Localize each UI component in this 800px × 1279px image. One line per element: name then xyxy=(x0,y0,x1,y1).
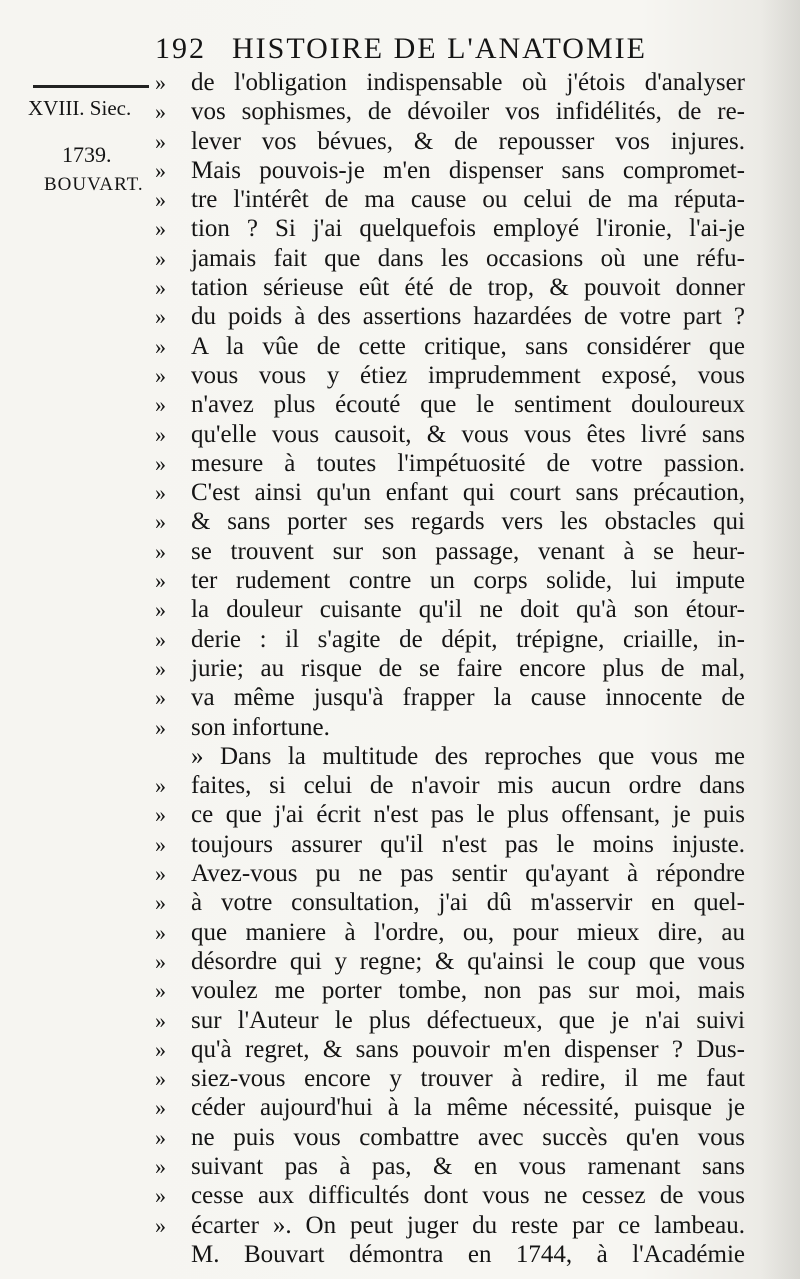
line-text: n'avez plus écouté que le sentiment douloureux xyxy=(191,391,745,419)
quote-mark: » xyxy=(155,450,166,476)
quote-mark: » xyxy=(155,1153,166,1179)
quote-mark: » xyxy=(155,362,166,388)
quote-mark: » xyxy=(155,1066,166,1092)
text-line xyxy=(155,595,745,624)
line-text: de l'obligation indispensable où j'étois d'analyser xyxy=(191,69,745,96)
text-line xyxy=(155,361,745,390)
line-text: & sans porter ses regards vers les obstacles qui xyxy=(191,508,745,536)
line-text: M. Bouvart démontra en 1744, à l'Académie xyxy=(191,1240,745,1268)
line-text: céder aujourd'hui à la même nécessité, puisque je xyxy=(191,1094,745,1122)
line-text: siez-vous encore y trouver à redire, il me faut xyxy=(191,1065,745,1093)
quote-mark: » xyxy=(155,1036,166,1062)
margin-note-year: 1739. xyxy=(62,142,112,167)
quote-mark: » xyxy=(155,890,166,916)
text-line xyxy=(155,1006,745,1035)
quote-mark: » xyxy=(155,685,166,711)
text-line xyxy=(155,478,745,507)
text-line xyxy=(155,683,745,712)
text-line xyxy=(155,918,745,947)
text-line xyxy=(155,654,745,683)
line-text: voulez me porter tombe, non pas sur moi, mais xyxy=(191,977,745,1005)
line-text: son infortune. xyxy=(191,713,330,741)
line-text: vous vous y étiez imprudemment exposé, vous xyxy=(191,361,745,389)
text-line xyxy=(155,273,745,302)
page-number: 192 xyxy=(155,32,206,65)
line-text: se trouvent sur son passage, venant à se heur- xyxy=(191,537,745,565)
quote-mark: » xyxy=(155,216,166,242)
text-line xyxy=(155,68,745,97)
quote-mark: » xyxy=(155,948,166,974)
text-line xyxy=(155,566,745,595)
quote-mark: » xyxy=(155,568,166,594)
line-text: » Dans la multitude des reproches que vous me xyxy=(191,742,745,770)
text-line xyxy=(155,888,745,917)
text-line xyxy=(155,1181,745,1210)
margin-note-century: XVIII. Siec. xyxy=(28,96,132,120)
quote-mark: » xyxy=(155,304,166,330)
quote-mark: » xyxy=(155,773,166,799)
line-text: lever vos bévues, & de repousser vos injures. xyxy=(191,127,745,155)
quote-mark: » xyxy=(155,597,166,623)
text-line xyxy=(155,214,745,243)
text-line xyxy=(155,830,745,859)
quote-mark: » xyxy=(155,1124,166,1150)
quote-mark: » xyxy=(155,538,166,564)
line-text: cesse aux difficultés dont vous ne cessez de vous xyxy=(191,1182,745,1210)
running-title: HISTOIRE DE L'ANATOMIE xyxy=(232,32,647,65)
text-line xyxy=(155,625,745,654)
quote-mark: » xyxy=(155,1183,166,1209)
quote-mark: » xyxy=(155,99,166,125)
line-text: à votre consultation, j'ai dû m'asservir en quel- xyxy=(191,889,745,917)
text-line xyxy=(155,771,745,800)
quote-mark: » xyxy=(155,802,166,828)
line-text: ce que j'ai écrit n'est pas le plus offensant, je puis xyxy=(191,801,745,829)
running-header xyxy=(155,32,795,68)
line-text: derie : il s'agite de dépit, trépigne, criaille, in- xyxy=(191,625,745,653)
text-line xyxy=(155,1093,745,1122)
line-text: écarter ». On peut juger du reste par ce lambeau. xyxy=(191,1211,745,1239)
quote-mark: » xyxy=(155,480,166,506)
line-text: faites, si celui de n'avoir mis aucun ordre dans xyxy=(191,772,745,800)
line-text: que maniere à l'ordre, ou, pour mieux dire, au xyxy=(191,918,745,946)
line-text: ter rudement contre un corps solide, lui impute xyxy=(191,567,745,595)
quote-mark: » xyxy=(155,392,166,418)
line-text: mesure à toutes l'impétuosité de votre passion. xyxy=(191,449,745,477)
line-text: tion ? Si j'ai quelquefois employé l'ironie, l'ai-je xyxy=(191,215,745,243)
quote-mark: » xyxy=(155,70,166,95)
quote-mark: » xyxy=(155,831,166,857)
line-text: Mais pouvois-je m'en dispenser sans compromet- xyxy=(191,156,745,184)
text-line xyxy=(155,1064,745,1093)
line-text: C'est ainsi qu'un enfant qui court sans précaution, xyxy=(191,479,745,507)
quote-mark: » xyxy=(155,275,166,301)
line-text: toujours assurer qu'il n'est pas le moins injuste. xyxy=(191,830,745,858)
quote-mark: » xyxy=(155,1212,166,1238)
quote-mark: » xyxy=(155,919,166,945)
quote-mark: » xyxy=(155,978,166,1004)
text-line xyxy=(155,332,745,361)
text-line xyxy=(155,156,745,185)
text-line xyxy=(155,947,745,976)
line-text: vos sophismes, de dévoiler vos infidélités, de re- xyxy=(191,98,745,126)
body-text xyxy=(155,68,745,1269)
quote-mark: » xyxy=(155,1007,166,1033)
line-text: qu'à regret, & sans pouvoir m'en dispenser ? Dus- xyxy=(191,1035,745,1063)
quote-mark: » xyxy=(155,714,166,740)
line-text: jamais fait que dans les occasions où une réfu- xyxy=(191,244,745,272)
text-line xyxy=(155,1035,745,1064)
line-text: suivant pas à pas, & en vous ramenant sans xyxy=(191,1152,745,1180)
text-line xyxy=(155,390,745,419)
line-text: tre l'intérêt de ma cause ou celui de ma réputa- xyxy=(191,186,745,214)
text-line xyxy=(155,859,745,888)
line-text: désordre qui y regne; & qu'ainsi le coup que vous xyxy=(191,947,745,975)
quote-mark: » xyxy=(155,333,166,359)
text-line xyxy=(155,420,745,449)
line-text: va même jusqu'à frapper la cause innocente de xyxy=(191,684,745,712)
text-line xyxy=(155,713,745,742)
line-text: qu'elle vous causoit, & vous vous êtes livré sans xyxy=(191,420,745,448)
quote-mark: » xyxy=(155,626,166,652)
quote-mark: » xyxy=(155,655,166,681)
line-text: ne puis vous combattre avec succès qu'en vous xyxy=(191,1123,745,1151)
text-line xyxy=(155,507,745,536)
quote-mark: » xyxy=(155,861,166,887)
text-line xyxy=(155,244,745,273)
text-line xyxy=(155,302,745,331)
line-text: jurie; au risque de se faire encore plus de mal, xyxy=(191,654,745,682)
line-text: la douleur cuisante qu'il ne doit qu'à son étour- xyxy=(191,596,745,624)
text-line xyxy=(155,537,745,566)
line-text: tation sérieuse eût été de trop, & pouvoit donner xyxy=(191,274,745,302)
quote-mark: » xyxy=(155,1095,166,1121)
line-text: du poids à des assertions hazardées de votre part ? xyxy=(191,303,745,331)
text-line xyxy=(155,449,745,478)
quote-mark: » xyxy=(155,128,166,154)
text-line xyxy=(155,1123,745,1152)
text-line xyxy=(155,1211,745,1240)
text-line xyxy=(155,97,745,126)
margin-rule xyxy=(33,85,149,88)
quote-mark: » xyxy=(155,421,166,447)
text-line xyxy=(155,742,745,771)
quote-mark: » xyxy=(155,509,166,535)
quote-mark: » xyxy=(155,157,166,183)
text-line xyxy=(155,127,745,156)
text-line xyxy=(155,185,745,214)
text-line xyxy=(155,1240,745,1269)
margin-note-name: BOUVART. xyxy=(44,174,144,195)
text-line xyxy=(155,800,745,829)
line-text: sur l'Auteur le plus défectueux, que je n'ai suivi xyxy=(191,1006,745,1034)
line-text: Avez-vous pu ne pas sentir qu'ayant à répondre xyxy=(191,860,745,888)
text-line xyxy=(155,976,745,1005)
quote-mark: » xyxy=(155,245,166,271)
quote-mark: » xyxy=(155,187,166,213)
text-line xyxy=(155,1152,745,1181)
line-text: A la vûe de cette critique, sans considérer que xyxy=(191,332,745,360)
